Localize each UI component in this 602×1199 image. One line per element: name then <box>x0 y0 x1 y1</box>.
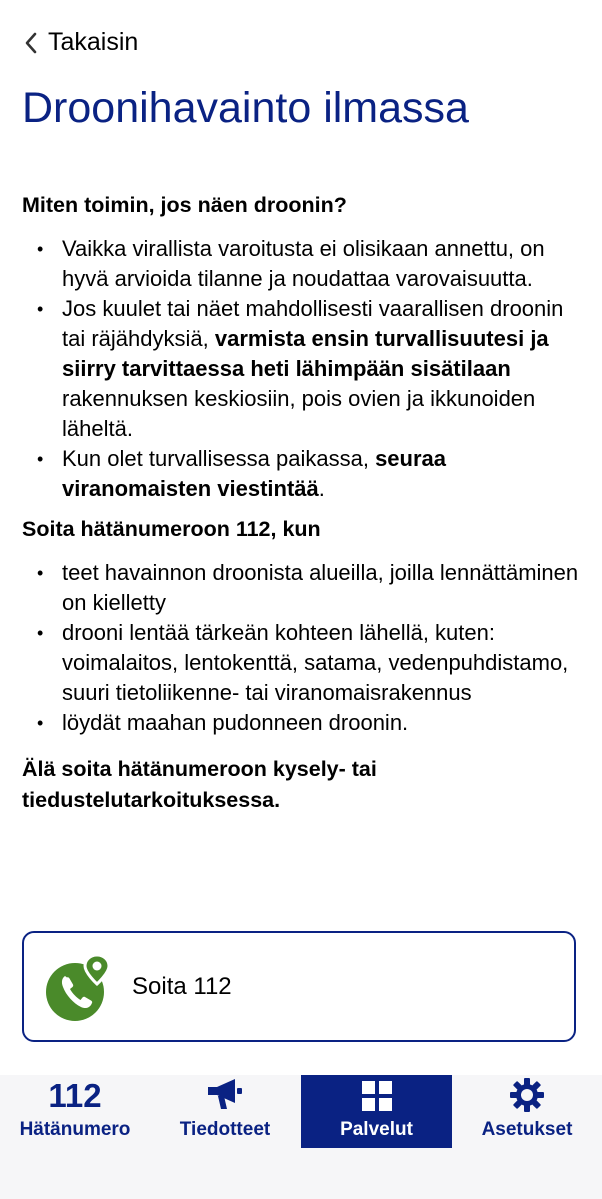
call-112-button[interactable] <box>22 931 576 1042</box>
list-item: • löydät maahan pudonneen droonin. <box>22 708 582 738</box>
tab-bar <box>0 1075 602 1199</box>
tab-bulletins[interactable] <box>150 1075 300 1148</box>
back-button[interactable] <box>24 28 138 57</box>
call-button-label: Soita 112 <box>132 972 232 1000</box>
section-heading: Miten toimin, jos näen droonin? <box>22 193 347 217</box>
content-area <box>22 190 582 816</box>
list-item: • Vaikka virallista varoitusta ei olisikaan annettu, on hyvä arvioida tilanne ja noudattaa varovaisuutta. <box>22 234 582 294</box>
tab-label: Hätänumero <box>19 1119 131 1140</box>
megaphone-icon <box>205 1077 245 1113</box>
tab-services[interactable] <box>301 1075 452 1148</box>
call-criteria-list <box>22 558 582 738</box>
grid-icon <box>360 1079 394 1113</box>
page-title: Droonihavainto ilmassa <box>22 84 469 132</box>
list-item: • Kun olet turvallisessa paikassa, seuraa viranomaisten viestintää. <box>22 444 582 504</box>
tab-label: Asetukset <box>481 1119 573 1140</box>
list-item: • Jos kuulet tai näet mahdollisesti vaarallisen droonin tai räjähdyksiä, varmista ensin turvallisuutesi ja siirry tarvittaessa heti lähimpään sisätilaan rakennuksen keskiosiin, pois ovien ja ikkunoiden läheltä. <box>22 294 582 444</box>
list-item: • teet havainnon droonista alueilla, joilla lennättäminen on kielletty <box>22 558 582 618</box>
phone-location-icon <box>44 952 114 1022</box>
warning-text: Älä soita hätänumeroon kysely- tai tiedustelutarkoituksessa. <box>22 757 377 812</box>
tab-label: Palvelut <box>340 1119 413 1140</box>
back-label: Takaisin <box>48 28 139 56</box>
tab-settings[interactable] <box>452 1075 602 1148</box>
chevron-left-icon <box>24 32 38 54</box>
tab-label: Tiedotteet <box>179 1119 271 1140</box>
section-heading: Soita hätänumeroon 112, kun <box>22 517 321 541</box>
emergency-number: 112 <box>48 1077 102 1114</box>
gear-icon <box>509 1077 545 1113</box>
tab-emergency-number[interactable] <box>0 1075 150 1148</box>
list-item: • drooni lentää tärkeän kohteen lähellä, kuten: voimalaitos, lentokenttä, satama, vedenpuhdistamo, suuri tietoliikenne- tai viranomaisrakennus <box>22 618 582 708</box>
guidance-list <box>22 234 582 504</box>
